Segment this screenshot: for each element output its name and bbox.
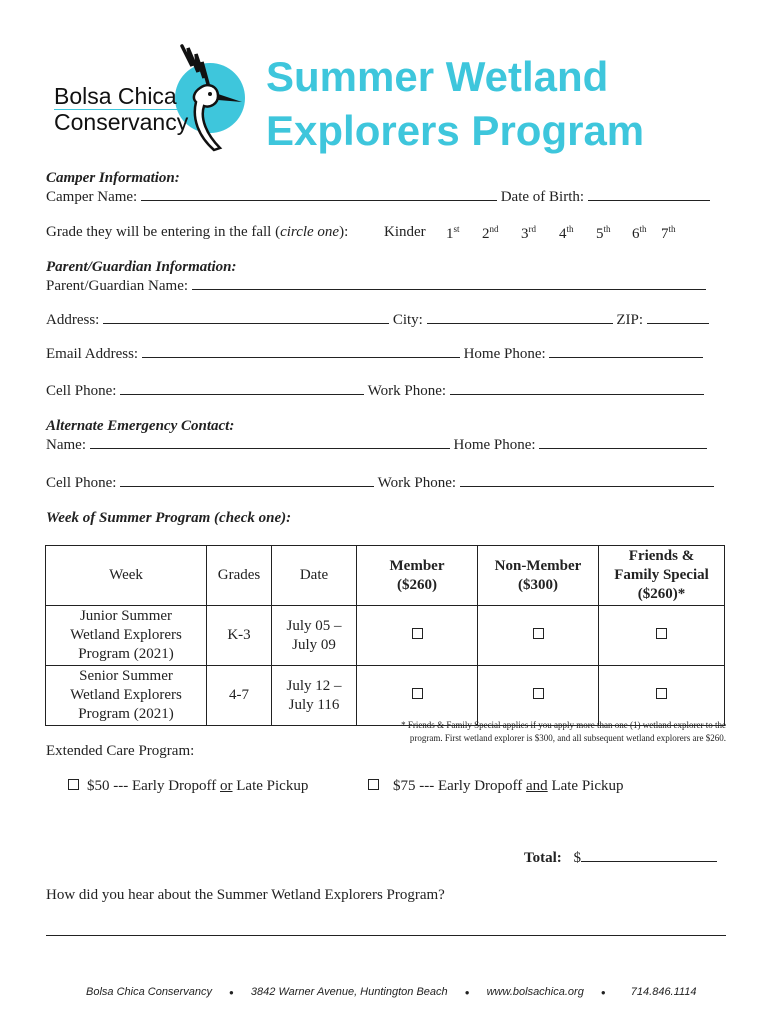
city-label: City:: [392, 312, 423, 328]
row-date: July 05 – July 09: [272, 606, 357, 666]
parent-heading: Parent/Guardian Information:: [46, 259, 237, 275]
address-label: Address:: [46, 312, 100, 328]
junior-friends-checkbox[interactable]: [599, 606, 725, 666]
parent-cell-field[interactable]: [120, 393, 364, 395]
zip-field[interactable]: [647, 322, 709, 324]
emergency-work-label: Work Phone:: [377, 475, 457, 491]
total-label: Total:: [524, 850, 562, 866]
emergency-heading: Alternate Emergency Contact:: [46, 418, 235, 434]
emergency-name-label: Name:: [46, 437, 86, 453]
grade-option-2[interactable]: 2nd: [482, 224, 499, 242]
grade-option-7[interactable]: 7th: [661, 224, 676, 242]
parent-home-phone-label: Home Phone:: [463, 346, 546, 362]
total-field[interactable]: [581, 860, 717, 862]
footnote-line1: * Friends & Family Special applies if you apply more than one (1) wetland explorer to the: [401, 720, 726, 730]
email-row: [46, 346, 703, 363]
emergency-work-field[interactable]: [460, 485, 714, 487]
footer-sep: ●: [229, 988, 234, 997]
parent-name-row: [46, 278, 706, 295]
table-row: [46, 666, 725, 726]
grade-option-5[interactable]: 5th: [596, 224, 611, 242]
address-field[interactable]: [103, 322, 389, 324]
logo-name-line1: Bolsa Chica: [54, 83, 177, 109]
extended-care-label: Extended Care Program:: [46, 743, 195, 759]
emergency-home-phone-field[interactable]: [539, 447, 707, 449]
row-week: Junior Summer Wetland Explorers Program (2021): [46, 606, 207, 666]
email-label: Email Address:: [46, 346, 139, 362]
camper-name-field[interactable]: [141, 199, 497, 201]
parent-work-label: Work Phone:: [367, 383, 447, 399]
week-heading: Week of Summer Program (check one):: [46, 510, 292, 526]
camper-heading: Camper Information:: [46, 170, 180, 186]
emergency-name-field[interactable]: [90, 447, 450, 449]
grade-option-3[interactable]: 3rd: [521, 224, 536, 242]
emergency-phone-row: [46, 475, 714, 492]
hear-answer-field[interactable]: [46, 935, 726, 936]
email-field[interactable]: [142, 356, 460, 358]
grade-option-4[interactable]: 4th: [559, 224, 574, 242]
emergency-cell-label: Cell Phone:: [46, 475, 117, 491]
table-row: [46, 606, 725, 666]
checkbox-icon[interactable]: [656, 628, 667, 639]
header-friends: Friends & Family Special ($260)*: [599, 546, 725, 606]
checkbox-icon[interactable]: [68, 779, 79, 790]
footer-org: Bolsa Chica Conservancy: [86, 986, 212, 998]
header-grades: Grades: [207, 546, 272, 606]
title-line1: Summer Wetland: [266, 53, 609, 100]
footer-sep: ●: [464, 988, 470, 997]
footer-web-link[interactable]: www.bolsachica.org: [486, 986, 584, 998]
address-row: [46, 312, 709, 329]
camper-name-row: [46, 189, 710, 206]
title-line2: Explorers Program: [266, 107, 645, 154]
senior-member-checkbox[interactable]: [357, 666, 478, 726]
junior-member-checkbox[interactable]: [357, 606, 478, 666]
parent-work-field[interactable]: [450, 393, 704, 395]
extended-option-1[interactable]: $50 --- Early Dropoff or Late Pickup: [68, 778, 308, 795]
footer-sep: ●: [600, 988, 606, 997]
parent-name-field[interactable]: [192, 288, 706, 290]
row-week: Senior Summer Wetland Explorers Program (2021): [46, 666, 207, 726]
emergency-name-row: [46, 437, 707, 454]
week-table: [45, 545, 725, 726]
checkbox-icon[interactable]: [533, 628, 544, 639]
checkbox-icon[interactable]: [412, 628, 423, 639]
grade-option-6[interactable]: 6th: [632, 224, 647, 242]
logo: [52, 38, 247, 156]
parent-name-label: Parent/Guardian Name:: [46, 278, 189, 294]
table-header-row: [46, 546, 725, 606]
dob-field[interactable]: [588, 199, 710, 201]
grade-label: Grade they will be entering in the fall (circle one):: [46, 224, 349, 240]
checkbox-icon[interactable]: [533, 688, 544, 699]
header-date: Date: [272, 546, 357, 606]
parent-cell-label: Cell Phone:: [46, 383, 117, 399]
emergency-cell-field[interactable]: [120, 485, 374, 487]
header-week: Week: [46, 546, 207, 606]
header-member: Member ($260): [357, 546, 478, 606]
grade-option-kinder[interactable]: Kinder: [384, 224, 426, 240]
emergency-home-phone-label: Home Phone:: [453, 437, 536, 453]
footnote: [360, 719, 726, 745]
header-nonmember: Non-Member ($300): [478, 546, 599, 606]
grade-row: [46, 224, 726, 241]
parent-phone-row: [46, 383, 704, 400]
grade-option-1[interactable]: 1st: [446, 224, 460, 242]
row-date: July 12 – July 116: [272, 666, 357, 726]
checkbox-icon[interactable]: [412, 688, 423, 699]
checkbox-icon[interactable]: [656, 688, 667, 699]
parent-home-phone-field[interactable]: [549, 356, 703, 358]
extended-option-2[interactable]: $75 --- Early Dropoff and Late Pickup: [368, 778, 624, 795]
zip-label: ZIP:: [616, 312, 644, 328]
hear-question: How did you hear about the Summer Wetland Explorers Program?: [46, 887, 445, 903]
page-title: [266, 50, 644, 158]
senior-friends-checkbox[interactable]: [599, 666, 725, 726]
city-field[interactable]: [427, 322, 613, 324]
camper-name-label: Camper Name:: [46, 189, 138, 205]
total-row: [524, 850, 717, 867]
row-grades: 4-7: [207, 666, 272, 726]
logo-name-line2: Conservancy: [54, 109, 189, 135]
footer: [86, 986, 696, 998]
footer-address: 3842 Warner Avenue, Huntington Beach: [250, 986, 448, 998]
checkbox-icon[interactable]: [368, 779, 379, 790]
dob-label: Date of Birth:: [500, 189, 585, 205]
total-currency: $: [573, 850, 582, 866]
junior-nonmember-checkbox[interactable]: [478, 606, 599, 666]
footnote-line2: program. First wetland explorer is $300, and all subsequent wetland explorers are $260.: [409, 733, 726, 743]
senior-nonmember-checkbox[interactable]: [478, 666, 599, 726]
row-grades: K-3: [207, 606, 272, 666]
footer-phone: 714.846.1114: [630, 986, 697, 998]
